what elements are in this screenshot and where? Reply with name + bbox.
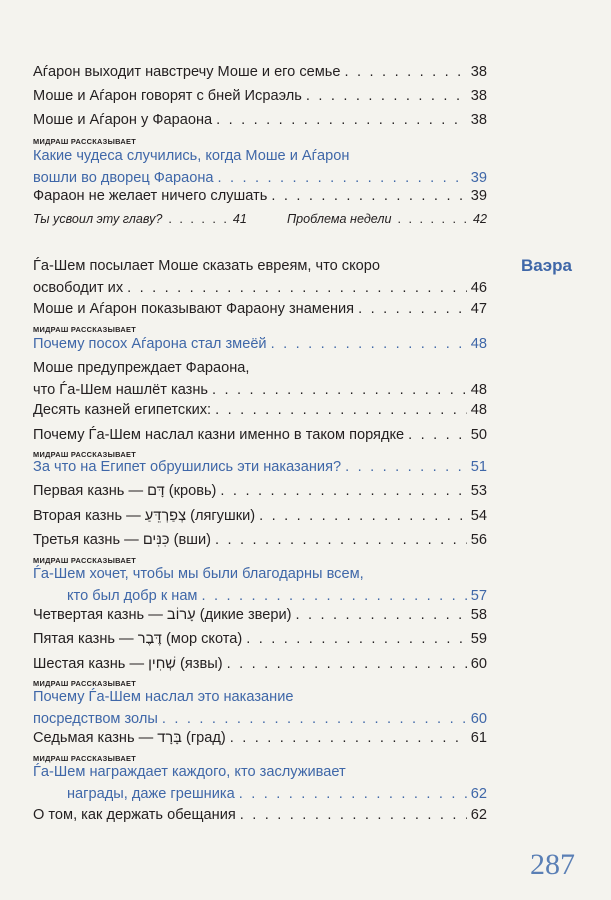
page-ref: 53 xyxy=(470,483,487,499)
toc-entry[interactable]: Аѓарон выходит навстречу Моше и его семье . . . 38 xyxy=(33,61,487,83)
dot-leader xyxy=(216,109,467,131)
dot-leader xyxy=(296,604,467,626)
page-ref: 47 xyxy=(470,301,487,317)
page-ref: 38 xyxy=(470,112,487,128)
review-row xyxy=(33,212,487,226)
dot-leader xyxy=(358,298,467,320)
dot-leader xyxy=(246,628,467,650)
page-ref: 48 xyxy=(470,336,487,352)
toc-entry[interactable]: Седьмая казнь — בָּרָד (град) . . . 61 xyxy=(33,727,487,749)
dot-leader xyxy=(345,456,467,478)
page-ref: 48 xyxy=(470,402,487,418)
dot-leader xyxy=(271,185,466,207)
toc-entry-midrash[interactable]: Почему Ѓа-Шем наслал это наказание посредством золы . . . 60 xyxy=(33,686,487,730)
dot-leader: . . . . . . . xyxy=(397,212,469,226)
section-title: Ваэра xyxy=(521,256,572,275)
dot-leader xyxy=(230,727,467,749)
dot-leader xyxy=(259,505,467,527)
dot-leader xyxy=(215,529,467,551)
dot-leader xyxy=(239,783,467,805)
midrash-label: МИДРАШ РАССКАЗЫВАЕТ xyxy=(33,754,137,763)
dot-leader xyxy=(408,424,467,446)
toc-entry[interactable]: О том, как держать обещания . . . 62 xyxy=(33,804,487,826)
toc-entry[interactable]: Шестая казнь — שְׁחִין (язвы) . . . 60 xyxy=(33,653,487,675)
toc-entry[interactable]: Четвертая казнь — עָרוֹב (дикие звери) . . . 58 xyxy=(33,604,487,626)
page-ref: 60 xyxy=(470,656,487,672)
dot-leader xyxy=(306,85,467,107)
toc-entry-midrash[interactable]: Почему посох Аѓарона стал змеёй . . . 48 xyxy=(33,333,487,355)
page-ref: 38 xyxy=(470,64,487,80)
page-ref: 38 xyxy=(470,88,487,104)
page-ref: 39 xyxy=(470,170,487,186)
page-ref: 62 xyxy=(470,807,487,823)
toc-entry[interactable]: Третья казнь — כִּנִּים (вши) . . . 56 xyxy=(33,529,487,551)
toc-entry[interactable]: Пятая казнь — דֶּבֶר (мор скота) . . . 59 xyxy=(33,628,487,650)
page-ref: 62 xyxy=(470,786,487,802)
toc-entry-midrash[interactable]: Ѓа-Шем награждает каждого, кто заслуживает награды, даже грешника . . . 62 xyxy=(33,761,487,805)
dot-leader xyxy=(127,277,467,299)
dot-leader xyxy=(227,653,467,675)
toc-entry[interactable]: Моше предупреждает Фараона, что Ѓа-Шем нашлёт казнь . . . 48 xyxy=(33,357,487,401)
midrash-label: МИДРАШ РАССКАЗЫВАЕТ xyxy=(33,137,137,146)
toc-entry[interactable]: Первая казнь — דָּם (кровь) . . . 53 xyxy=(33,480,487,502)
page-number: 287 xyxy=(530,848,575,881)
toc-entry[interactable]: Вторая казнь — צְפַרְדֵּעַ (лягушки) . . . 54 xyxy=(33,505,487,527)
toc-entry-midrash[interactable]: Какие чудеса случились, когда Моше и Аѓарон вошли во дворец Фараона . . . 39 xyxy=(33,145,487,189)
review-link[interactable]: Ты усвоил эту главу? . . . . . . 41 xyxy=(33,212,247,226)
page-ref: 59 xyxy=(470,631,487,647)
dot-leader xyxy=(220,480,466,502)
midrash-label: МИДРАШ РАССКАЗЫВАЕТ xyxy=(33,556,137,565)
toc-entry[interactable]: Почему Ѓа-Шем наслал казни именно в таком порядке . . . 50 xyxy=(33,424,487,446)
dot-leader xyxy=(345,61,467,83)
page-ref: 48 xyxy=(470,382,487,398)
page-ref: 39 xyxy=(470,188,487,204)
page-ref: 58 xyxy=(470,607,487,623)
page-ref: 54 xyxy=(470,508,487,524)
page-ref: 57 xyxy=(470,588,487,604)
page-ref: 50 xyxy=(470,427,487,443)
toc-entry[interactable]: Моше и Аѓарон у Фараона . . . 38 xyxy=(33,109,487,131)
page-ref: 46 xyxy=(470,280,487,296)
page-ref: 51 xyxy=(470,459,487,475)
page-ref: 60 xyxy=(470,711,487,727)
dot-leader xyxy=(271,333,467,355)
toc-entry[interactable]: Моше и Аѓарон говорят с бней Исраэль . . . 38 xyxy=(33,85,487,107)
problem-link[interactable]: Проблема недели . . . . . . . 42 xyxy=(286,212,487,226)
dot-leader xyxy=(240,804,467,826)
toc-entry-midrash[interactable]: За что на Египет обрушились эти наказания? . . . 51 xyxy=(33,456,487,478)
toc-entry[interactable]: Моше и Аѓарон показывают Фараону знамения . . . 47 xyxy=(33,298,487,320)
dot-leader xyxy=(215,399,467,421)
toc-entry[interactable]: Ѓа-Шем посылает Моше сказать евреям, что скоро освободит их . . . 46 xyxy=(33,255,487,299)
dot-leader xyxy=(212,379,467,401)
midrash-label: МИДРАШ РАССКАЗЫВАЕТ xyxy=(33,679,137,688)
toc-entry[interactable]: Десять казней египетских: . . . 48 xyxy=(33,399,487,421)
page-ref: 56 xyxy=(470,532,487,548)
dot-leader: . . . . . . xyxy=(168,212,229,226)
toc-entry[interactable]: Фараон не желает ничего слушать . . . 39 xyxy=(33,185,487,207)
midrash-label: МИДРАШ РАССКАЗЫВАЕТ xyxy=(33,325,137,334)
page-ref: 61 xyxy=(470,730,487,746)
midrash-label: МИДРАШ РАССКАЗЫВАЕТ xyxy=(33,450,137,459)
toc-entry-midrash[interactable]: Ѓа-Шем хочет, чтобы мы были благодарны всем, кто был добр к нам . . . 57 xyxy=(33,563,487,607)
